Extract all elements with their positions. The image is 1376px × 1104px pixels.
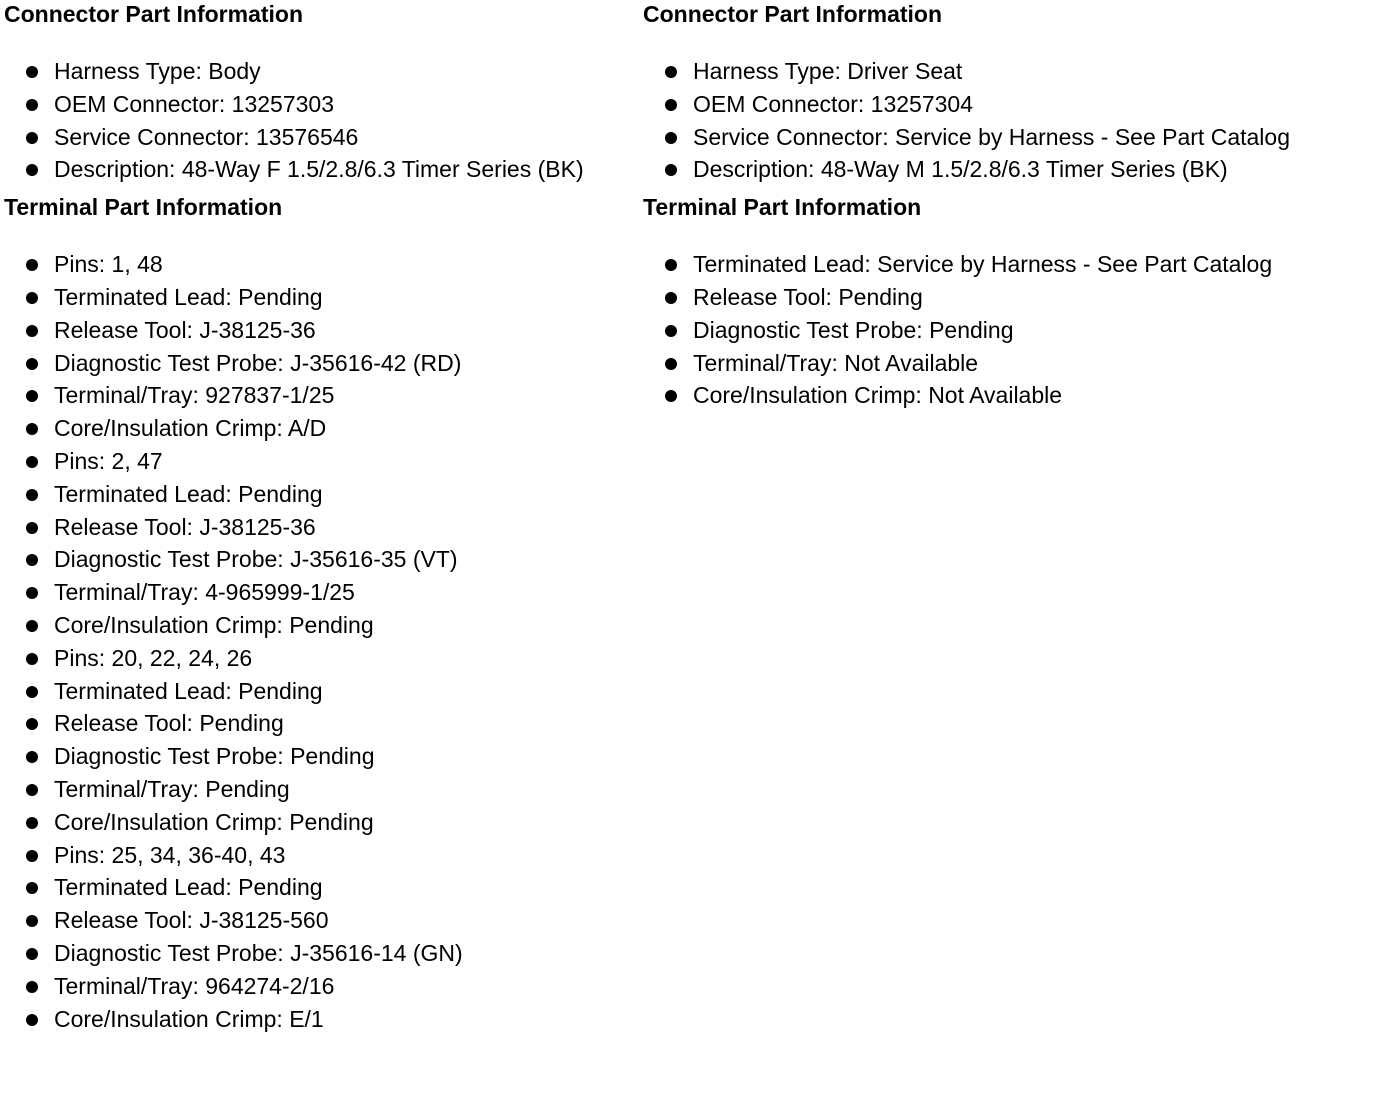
list-item [4, 904, 640, 937]
list-item [4, 707, 640, 740]
bullet-icon [665, 358, 677, 370]
list-item-text: Terminated Lead: Pending [54, 874, 323, 901]
left-column [4, 0, 640, 1035]
list-item-text: Terminated Lead: Pending [54, 677, 323, 704]
list-item [4, 740, 640, 773]
list-item-text: Service Connector: Service by Harness - See Part Catalog [693, 123, 1290, 150]
list-item-text: Service Connector: 13576546 [54, 123, 359, 150]
bullet-icon [26, 66, 38, 78]
list-item-text: Core/Insulation Crimp: Pending [54, 808, 374, 835]
list-item-text: Diagnostic Test Probe: J-35616-42 (RD) [54, 349, 462, 376]
bullet-icon [26, 390, 38, 402]
list-item-text: Pins: 25, 34, 36-40, 43 [54, 841, 286, 868]
bullet-icon [26, 1014, 38, 1026]
bullet-icon [26, 882, 38, 894]
list-item [4, 806, 640, 839]
list-item-text: Pins: 1, 48 [54, 251, 163, 278]
list-item-text: Release Tool: Pending [54, 710, 284, 737]
list-item [4, 970, 640, 1003]
bullet-icon [26, 718, 38, 730]
connector-part-info-heading: Connector Part Information [4, 1, 304, 27]
list-item [643, 55, 1363, 88]
list-item-text: Harness Type: Driver Seat [693, 58, 963, 84]
list-item [4, 314, 640, 347]
bullet-icon [665, 164, 677, 176]
bullet-icon [26, 850, 38, 862]
bullet-icon [26, 325, 38, 337]
section-gap [4, 186, 640, 193]
list-item [643, 248, 1363, 281]
list-item-text: Terminal/Tray: Not Available [693, 349, 979, 376]
bullet-icon [26, 817, 38, 829]
list-item [643, 153, 1363, 186]
list-item [643, 281, 1363, 314]
bullet-icon [665, 99, 677, 111]
list-item-text: Release Tool: J-38125-36 [54, 316, 316, 343]
list-item [4, 773, 640, 806]
list-item [4, 88, 640, 121]
list-item [4, 153, 640, 186]
list-item-text: Terminal/Tray: Pending [54, 775, 290, 802]
bullet-icon [26, 915, 38, 927]
list-item [4, 347, 640, 380]
list-item-text: Terminal/Tray: 964274-2/16 [54, 972, 335, 999]
connector-info-list [4, 55, 640, 186]
connector-part-info-heading: Connector Part Information [643, 1, 943, 27]
list-item-text: Harness Type: Body [54, 58, 261, 84]
list-item-text: Core/Insulation Crimp: Pending [54, 611, 374, 638]
list-item [4, 576, 640, 609]
terminal-group [4, 642, 640, 839]
list-item-text: Core/Insulation Crimp: A/D [54, 415, 327, 442]
list-item [4, 543, 640, 576]
bullet-icon [26, 489, 38, 501]
bullet-icon [26, 686, 38, 698]
list-item-text: Description: 48-Way M 1.5/2.8/6.3 Timer Series (BK) [693, 156, 1228, 183]
list-item-text: Release Tool: Pending [693, 283, 923, 310]
list-item [643, 379, 1363, 412]
terminal-group [4, 839, 640, 1036]
list-item-text: Pins: 2, 47 [54, 447, 163, 474]
list-item-text: Description: 48-Way F 1.5/2.8/6.3 Timer Series (BK) [54, 156, 584, 183]
bullet-icon [26, 164, 38, 176]
list-item-text: Terminal/Tray: 4-965999-1/25 [54, 579, 355, 606]
right-column [643, 0, 1363, 412]
bullet-icon [26, 292, 38, 304]
terminal-group [4, 445, 640, 642]
list-item [4, 445, 640, 478]
list-item-text: Diagnostic Test Probe: J-35616-14 (GN) [54, 939, 463, 966]
terminal-group [643, 248, 1363, 412]
list-item [4, 121, 640, 154]
bullet-icon [26, 587, 38, 599]
list-item [4, 55, 640, 88]
list-item-text: Diagnostic Test Probe: J-35616-35 (VT) [54, 546, 458, 573]
connector-info-list [643, 55, 1363, 186]
bullet-icon [26, 99, 38, 111]
bullet-icon [665, 325, 677, 337]
list-item-text: Terminal/Tray: 927837-1/25 [54, 382, 335, 409]
list-item [4, 478, 640, 511]
list-item-text: Core/Insulation Crimp: E/1 [54, 1005, 324, 1032]
list-item [643, 314, 1363, 347]
list-item [4, 412, 640, 445]
bullet-icon [26, 259, 38, 271]
list-item-text: Terminated Lead: Pending [54, 283, 323, 310]
bullet-icon [26, 620, 38, 632]
list-item [4, 871, 640, 904]
bullet-icon [26, 784, 38, 796]
list-item-text: Terminated Lead: Service by Harness - See Part Catalog [693, 251, 1273, 278]
bullet-icon [26, 653, 38, 665]
bullet-icon [26, 981, 38, 993]
terminal-part-info-heading: Terminal Part Information [4, 194, 283, 221]
list-item-text: Diagnostic Test Probe: Pending [693, 316, 1014, 343]
list-item-text: Diagnostic Test Probe: Pending [54, 743, 375, 770]
list-item [643, 88, 1363, 121]
list-item [4, 379, 640, 412]
bullet-icon [26, 132, 38, 144]
list-item-text: OEM Connector: 13257304 [693, 90, 974, 117]
list-item-text: Release Tool: J-38125-36 [54, 513, 316, 540]
section-gap [643, 186, 1363, 193]
list-item-text: OEM Connector: 13257303 [54, 90, 335, 117]
list-item [4, 937, 640, 970]
list-item [4, 1003, 640, 1036]
bullet-icon [26, 522, 38, 534]
list-item-text: Terminated Lead: Pending [54, 480, 323, 507]
terminal-part-info-heading: Terminal Part Information [643, 194, 922, 221]
bullet-icon [665, 259, 677, 271]
list-item [4, 248, 640, 281]
bullet-icon [26, 423, 38, 435]
bullet-icon [665, 390, 677, 402]
list-item [4, 281, 640, 314]
list-item-text: Core/Insulation Crimp: Not Available [693, 382, 1063, 409]
list-item [643, 347, 1363, 380]
bullet-icon [26, 456, 38, 468]
list-item [4, 839, 640, 872]
bullet-icon [665, 292, 677, 304]
bullet-icon [26, 751, 38, 763]
list-item-text: Pins: 20, 22, 24, 26 [54, 644, 253, 671]
list-item [4, 609, 640, 642]
terminal-group [4, 248, 640, 445]
list-item [4, 511, 640, 544]
list-item [4, 675, 640, 708]
list-item-text: Release Tool: J-38125-560 [54, 907, 329, 934]
bullet-icon [26, 358, 38, 370]
bullet-icon [665, 132, 677, 144]
list-item [643, 121, 1363, 154]
list-item [4, 642, 640, 675]
bullet-icon [665, 66, 677, 78]
bullet-icon [26, 554, 38, 566]
bullet-icon [26, 948, 38, 960]
